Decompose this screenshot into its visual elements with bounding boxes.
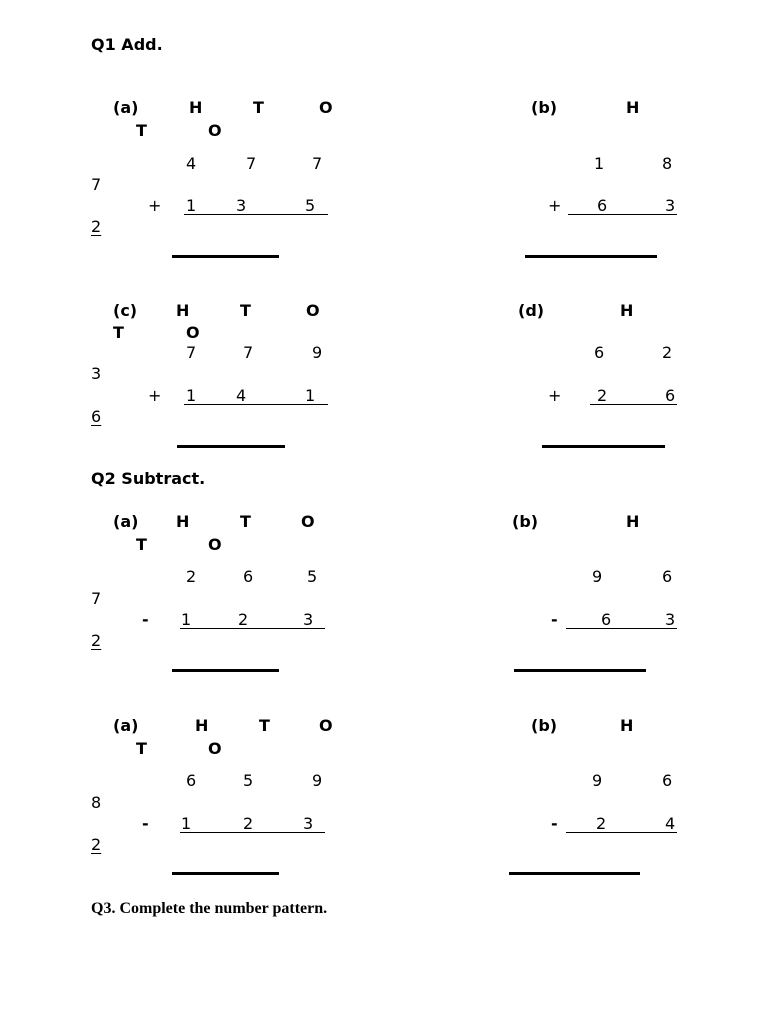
header-tens: T xyxy=(240,301,251,320)
digit: 4 xyxy=(186,154,197,173)
digit: 9 xyxy=(592,771,603,790)
digit: 1 xyxy=(186,196,197,215)
digit-wrap: 6 xyxy=(91,407,102,426)
digit: 1 xyxy=(186,386,197,405)
header-ones: O xyxy=(319,98,333,117)
underline xyxy=(566,628,677,629)
digit: 6 xyxy=(662,771,673,790)
header-ones-wrap: O xyxy=(208,535,222,554)
minus-sign: - xyxy=(551,610,558,629)
header-tens: T xyxy=(259,716,270,735)
digit-wrap: 7 xyxy=(91,589,102,608)
q2-title: Q2 Subtract. xyxy=(91,469,206,488)
digit: 6 xyxy=(594,343,605,362)
digit: 7 xyxy=(186,343,197,362)
header-tens: T xyxy=(253,98,264,117)
answer-line xyxy=(509,872,640,875)
underline xyxy=(184,214,328,215)
header-tens: T xyxy=(240,512,251,531)
digit: 6 xyxy=(601,610,612,629)
digit: 9 xyxy=(592,567,603,586)
underline xyxy=(568,214,677,215)
header-hundreds: H xyxy=(626,512,640,531)
digit: 6 xyxy=(186,771,197,790)
header-hundreds: H xyxy=(189,98,203,117)
digit: 2 xyxy=(596,814,607,833)
problem-label: (a) xyxy=(113,512,139,531)
header-hundreds: H xyxy=(176,512,190,531)
header-ones-wrap: O xyxy=(186,323,200,342)
header-ones: O xyxy=(319,716,333,735)
digit: 5 xyxy=(305,196,316,215)
answer-line xyxy=(172,872,279,875)
header-hundreds: H xyxy=(626,98,640,117)
q3-title: Q3. Complete the number pattern. xyxy=(91,900,328,917)
digit: 8 xyxy=(662,154,673,173)
digit: 1 xyxy=(181,814,192,833)
plus-sign: + xyxy=(148,196,162,215)
answer-line xyxy=(172,669,279,672)
header-hundreds: H xyxy=(620,716,634,735)
header-ones: O xyxy=(301,512,315,531)
digit: 5 xyxy=(307,567,318,586)
answer-line xyxy=(172,255,279,258)
header-hundreds: H xyxy=(620,301,634,320)
digit: 3 xyxy=(303,610,314,629)
digit: 7 xyxy=(246,154,257,173)
header-tens-wrap: T xyxy=(136,535,147,554)
digit: 7 xyxy=(312,154,323,173)
minus-sign: - xyxy=(551,814,558,833)
plus-sign: + xyxy=(148,386,162,405)
answer-line xyxy=(514,669,646,672)
minus-sign: - xyxy=(142,814,149,833)
underline xyxy=(566,832,677,833)
digit: 2 xyxy=(238,610,249,629)
digit: 5 xyxy=(243,771,254,790)
digit: 3 xyxy=(665,196,676,215)
underline xyxy=(184,404,328,405)
digit: 1 xyxy=(594,154,605,173)
digit: 2 xyxy=(186,567,197,586)
digit: 7 xyxy=(243,343,254,362)
problem-label: (a) xyxy=(113,716,139,735)
header-hundreds: H xyxy=(176,301,190,320)
digit: 3 xyxy=(665,610,676,629)
digit: 3 xyxy=(303,814,314,833)
digit: 6 xyxy=(662,567,673,586)
header-ones: O xyxy=(306,301,320,320)
header-tens-wrap: T xyxy=(136,121,147,140)
header-tens-wrap: T xyxy=(113,323,124,342)
underline xyxy=(590,404,677,405)
header-hundreds: H xyxy=(195,716,209,735)
minus-sign: - xyxy=(142,610,149,629)
header-ones-wrap: O xyxy=(208,121,222,140)
q1-title: Q1 Add. xyxy=(91,35,163,54)
problem-label: (a) xyxy=(113,98,139,117)
problem-label: (c) xyxy=(113,301,138,320)
plus-sign: + xyxy=(548,386,562,405)
header-tens-wrap: T xyxy=(136,739,147,758)
digit: 3 xyxy=(236,196,247,215)
digit-wrap: 3 xyxy=(91,364,102,383)
digit: 4 xyxy=(236,386,247,405)
digit: 2 xyxy=(662,343,673,362)
digit: 6 xyxy=(665,386,676,405)
digit-wrap: 8 xyxy=(91,793,102,812)
problem-label: (d) xyxy=(518,301,545,320)
digit: 1 xyxy=(181,610,192,629)
digit: 2 xyxy=(243,814,254,833)
answer-line xyxy=(525,255,657,258)
digit: 9 xyxy=(312,771,323,790)
problem-label: (b) xyxy=(531,716,558,735)
digit: 2 xyxy=(597,386,608,405)
answer-line xyxy=(542,445,665,448)
digit-wrap: 2 xyxy=(91,631,102,650)
digit-wrap: 2 xyxy=(91,835,102,854)
digit-wrap: 7 xyxy=(91,175,102,194)
digit: 1 xyxy=(305,386,316,405)
problem-label: (b) xyxy=(512,512,539,531)
header-ones-wrap: O xyxy=(208,739,222,758)
problem-label: (b) xyxy=(531,98,558,117)
digit: 6 xyxy=(243,567,254,586)
digit: 6 xyxy=(597,196,608,215)
underline xyxy=(180,832,325,833)
digit: 9 xyxy=(312,343,323,362)
digit-wrap: 2 xyxy=(91,217,102,236)
underline xyxy=(180,628,325,629)
digit: 4 xyxy=(665,814,676,833)
answer-line xyxy=(177,445,285,448)
plus-sign: + xyxy=(548,196,562,215)
